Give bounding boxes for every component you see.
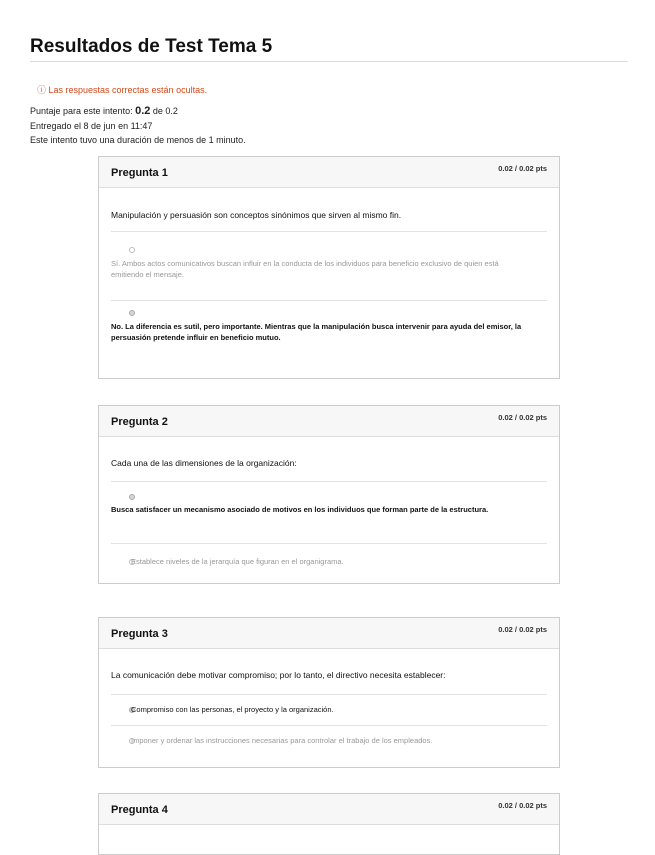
submitted-date: Entregado el 8 de jun en 11:47 — [30, 121, 153, 131]
answer-radio-selected[interactable] — [129, 310, 135, 316]
question-points: 0.02 / 0.02 pts — [498, 625, 547, 634]
question-header — [99, 406, 559, 437]
answer-radio-selected[interactable] — [129, 494, 135, 500]
page-title: Resultados de Test Tema 5 — [30, 36, 273, 57]
question-title: Pregunta 3 — [111, 628, 168, 640]
score-label: Puntaje para este intento: — [30, 106, 136, 116]
answer-option-selected[interactable]: Busca satisfacer un mecanismo asociado de motivos en los individuos que forman parte de la estructura. — [111, 505, 489, 514]
divider — [111, 231, 547, 232]
answer-option[interactable]: Sí. Ambos actos comunicativos buscan influir en la conducta de los individuos para beneficio exclusivo de quien está emitiendo el mensaje. — [111, 259, 499, 279]
question-header — [99, 157, 559, 188]
question-text: La comunicación debe motivar compromiso; por lo tanto, el directivo necesita establecer: — [111, 670, 446, 680]
question-title: Pregunta 2 — [111, 416, 168, 428]
attempt-duration: Este intento tuvo una duración de menos de 1 minuto. — [30, 135, 246, 145]
question-header — [99, 794, 559, 825]
answer-option[interactable]: Establece niveles de la jerarquía que figuran en el organigrama. — [131, 557, 344, 566]
question-points: 0.02 / 0.02 pts — [498, 413, 547, 422]
question-points: 0.02 / 0.02 pts — [498, 801, 547, 810]
answer-option-selected[interactable]: No. La diferencia es sutil, pero importante. Mientras que la manipulación busca intervenir para ayuda del emisor, la persuasión pretende influir en beneficio mutuo. — [111, 322, 522, 342]
answer-radio[interactable] — [129, 247, 135, 253]
answer-option[interactable]: Imponer y ordenar las instrucciones necesarias para controlar el trabajo de los empleados. — [131, 736, 433, 745]
question-text: Cada una de las dimensiones de la organización: — [111, 458, 297, 468]
divider — [111, 300, 547, 301]
divider — [111, 481, 547, 482]
question-text: Manipulación y persuasión son conceptos sinónimos que sirven al mismo fin. — [111, 210, 402, 220]
question-title: Pregunta 1 — [111, 167, 168, 179]
question-title: Pregunta 4 — [111, 804, 168, 816]
hidden-answers-warning: ⓘ Las respuestas correctas están ocultas. — [37, 85, 208, 95]
question-card — [98, 617, 560, 768]
score-total: de 0.2 — [150, 106, 178, 116]
score-value: 0.2 — [135, 105, 151, 117]
divider — [111, 694, 547, 695]
question-header — [99, 618, 559, 649]
question-card — [98, 156, 560, 379]
answer-option-selected[interactable]: Compromiso con las personas, el proyecto y la organización. — [131, 705, 334, 714]
divider — [111, 725, 547, 726]
score-line — [30, 105, 178, 117]
question-points: 0.02 / 0.02 pts — [498, 164, 547, 173]
question-card — [98, 405, 560, 584]
question-card — [98, 793, 560, 855]
divider — [111, 543, 547, 544]
title-divider — [30, 61, 628, 62]
